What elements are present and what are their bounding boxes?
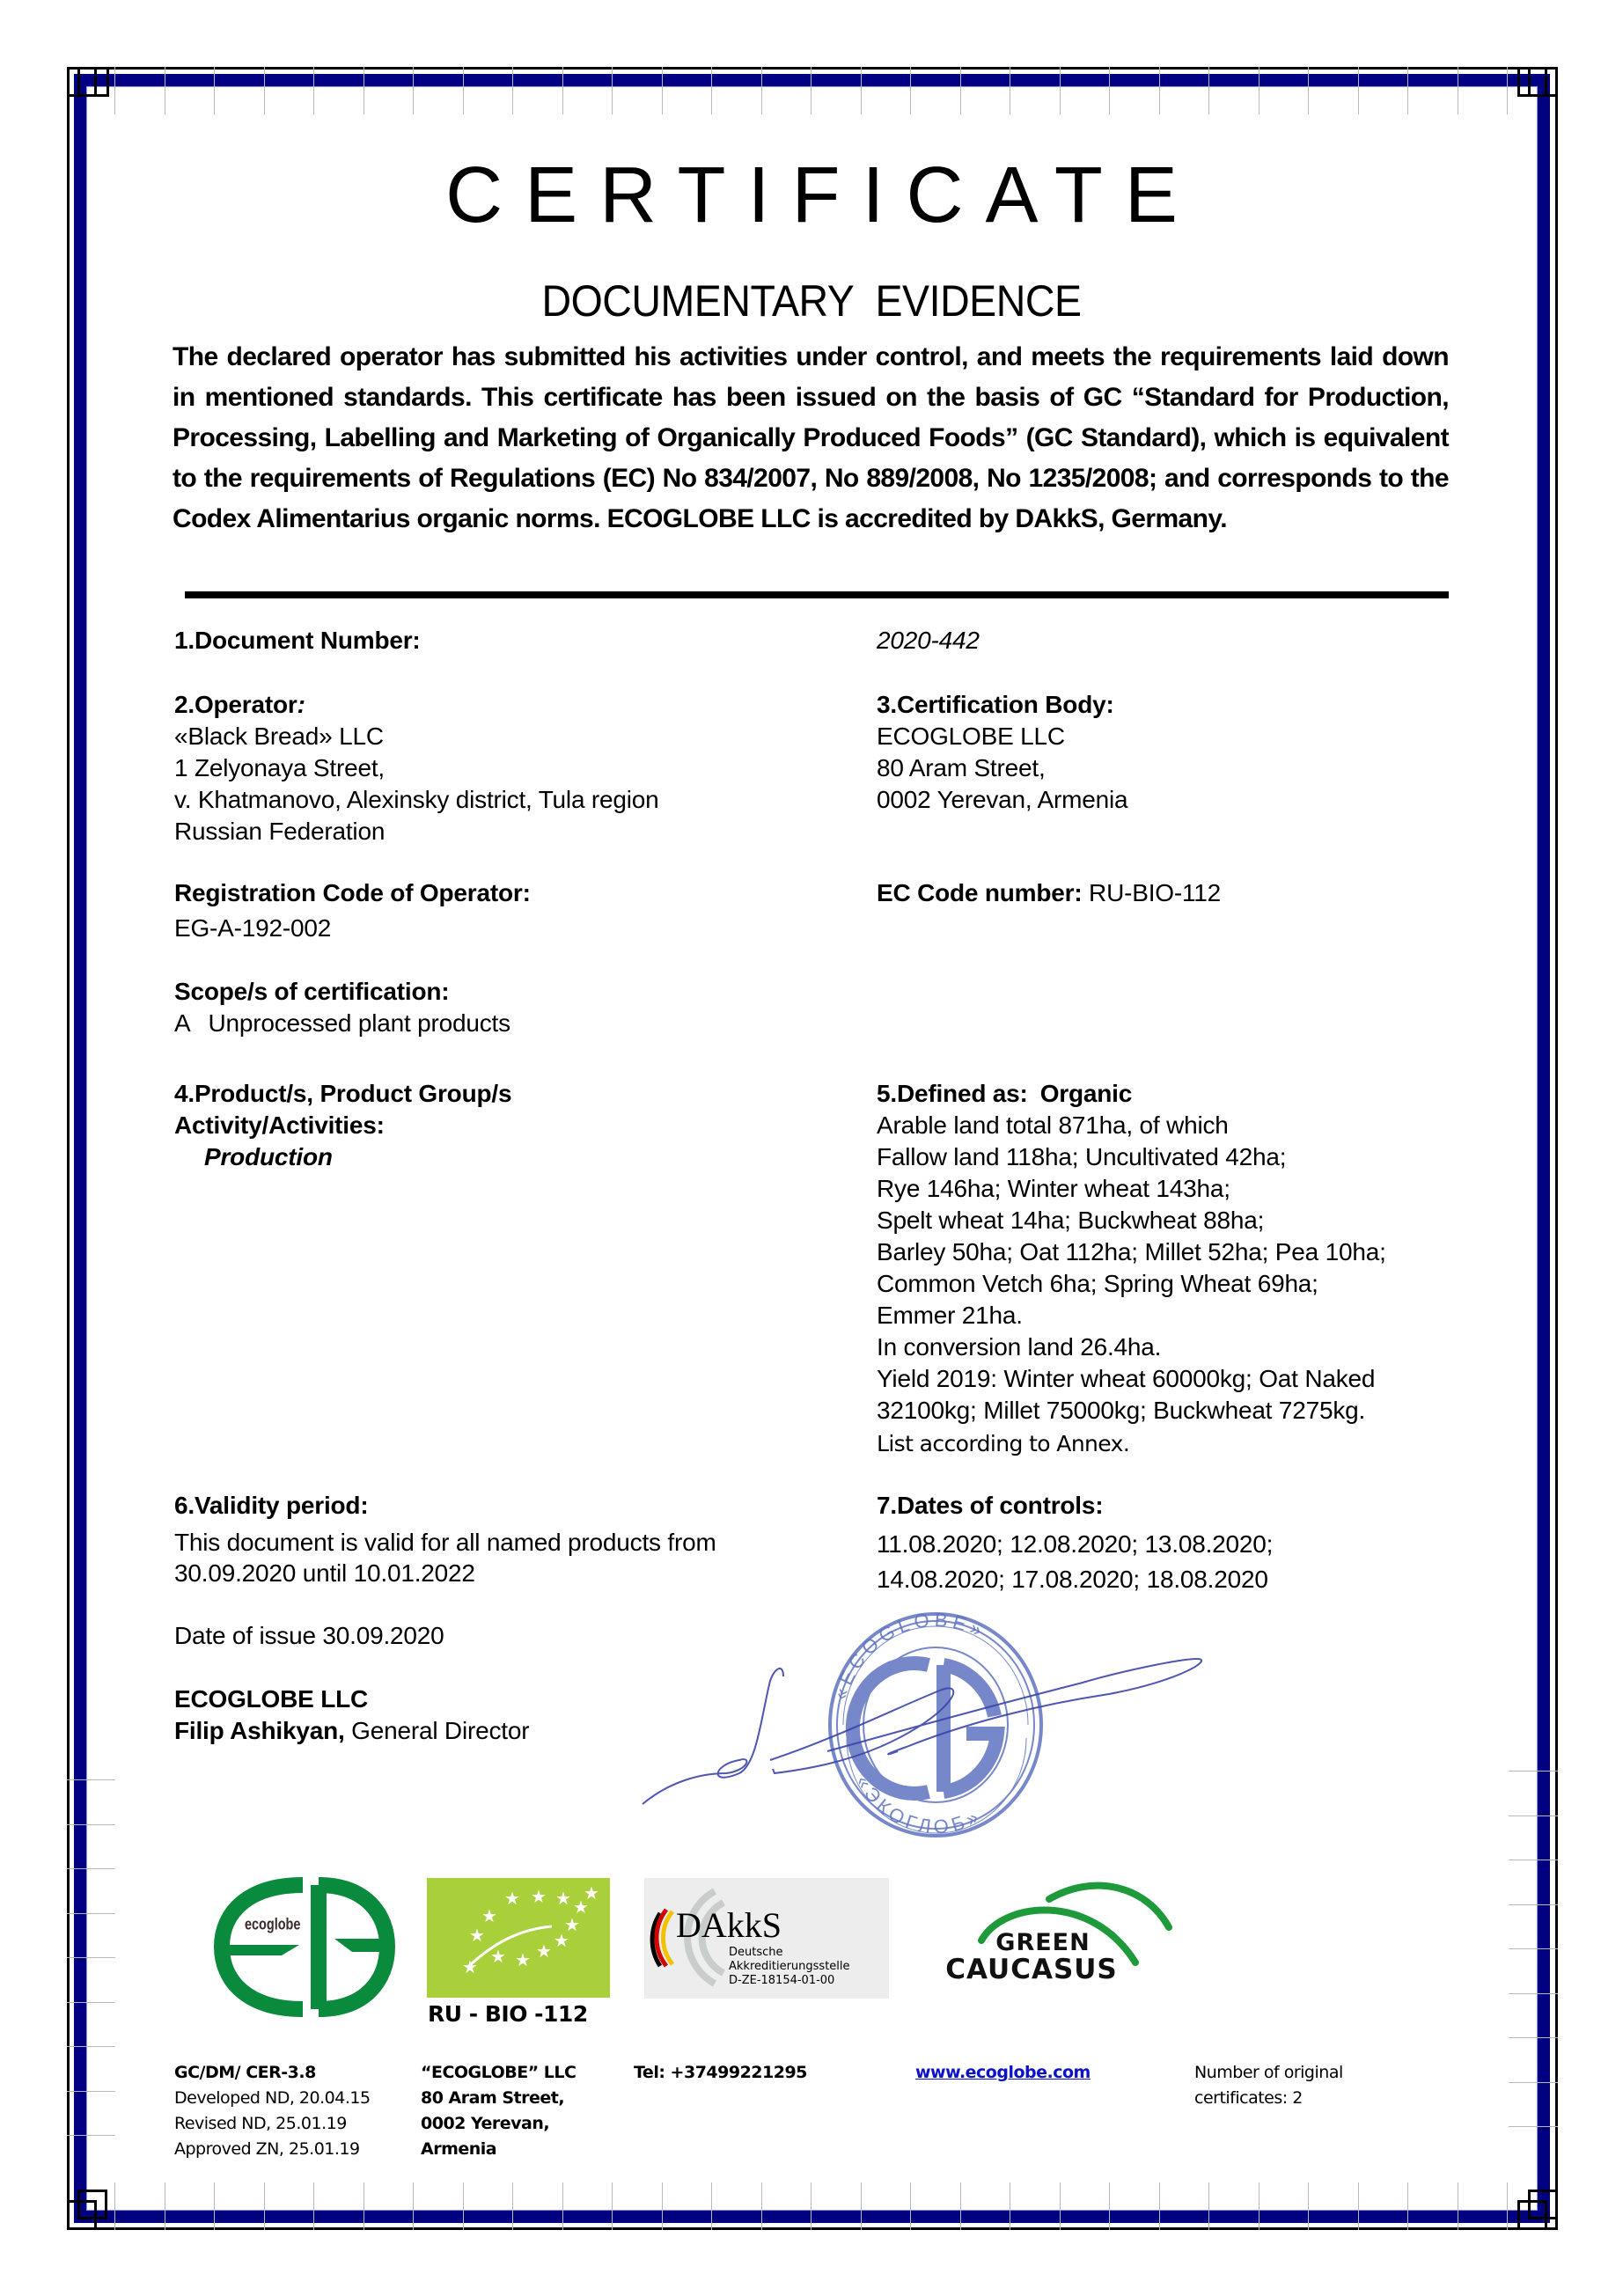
border-tick <box>711 67 712 114</box>
certificate-subtitle <box>57 275 1567 327</box>
svg-text:★: ★ <box>481 1905 497 1926</box>
ecoglobe-logo <box>211 1874 398 2020</box>
border-tick <box>67 1913 115 1914</box>
svg-text:★: ★ <box>536 1940 552 1962</box>
border-tick <box>612 67 613 114</box>
land-line: Rye 146ha; Winter wheat 143ha; <box>877 1175 1230 1202</box>
yield-line: 32100kg; Millet 75000kg; Buckwheat 7275kg. <box>877 1397 1366 1424</box>
border-tick <box>811 2182 812 2230</box>
document-number-label: 1.Document Number: <box>174 627 421 654</box>
scope-value: Unprocessed plant products <box>208 1009 510 1037</box>
land-line: Barley 50ha; Oat 112ha; Millet 52ha; Pea 10ha; <box>877 1238 1386 1265</box>
registration-code-value: EG-A-192-002 <box>174 914 332 942</box>
controls-label: 7.Dates of controls: <box>877 1492 1104 1519</box>
border-tick <box>67 2046 115 2047</box>
defined-as-value: Organic <box>1039 1080 1133 1107</box>
border-tick <box>114 2182 115 2230</box>
border-tick <box>1358 2182 1359 2230</box>
border-tick <box>214 2182 215 2230</box>
border-tick <box>67 1957 115 1958</box>
operator-name: «Black Bread» LLC <box>174 723 384 750</box>
border-tick <box>1509 2037 1558 2038</box>
land-line: Fallow land 118ha; Uncultivated 42ha; <box>877 1143 1287 1170</box>
border-tick <box>1308 2182 1309 2230</box>
border-tick <box>1509 1904 1558 1905</box>
border-tick <box>662 67 663 114</box>
subtitle-word-2: EVIDENCE <box>875 276 1082 326</box>
registration-code-label: Registration Code of Operator: <box>174 879 531 906</box>
operator-label-colon: : <box>297 691 305 718</box>
svg-text:★: ★ <box>573 1896 589 1918</box>
green-caucasus-logo <box>915 1874 1179 2006</box>
svg-text:★: ★ <box>515 1949 531 1970</box>
border-tick <box>264 67 265 114</box>
dakks-logo <box>644 1878 889 1999</box>
land-line: Spelt wheat 14ha; Buckwheat 88ha; <box>877 1207 1265 1234</box>
validity-line2: 30.09.2020 until 10.01.2022 <box>174 1559 475 1587</box>
border-tick <box>67 2002 115 2003</box>
operator-label <box>174 689 305 721</box>
svg-text:★: ★ <box>584 1882 599 1904</box>
stamp-bottom-text: «ЭКОГЛОБ» <box>851 1772 986 1838</box>
footer-website <box>915 2060 1091 2086</box>
border-tick <box>761 2182 762 2230</box>
footer-originals-line1: Number of original <box>1194 2063 1343 2082</box>
eu-organic-code: RU - BIO -112 <box>428 2001 588 2027</box>
eu-organic-logo <box>427 1878 610 1998</box>
border-tick <box>562 2182 563 2230</box>
certificate-title: CERTIFICATE <box>445 151 1200 239</box>
ec-code-label: EC Code number: <box>877 879 1083 906</box>
land-line: Arable land total 871ha, of which <box>877 1111 1229 1139</box>
border-tick <box>1208 67 1209 114</box>
svg-text:★: ★ <box>555 1888 571 1909</box>
stamp-top-text: «ECOGLOBE» <box>828 1608 990 1703</box>
land-line: Emmer 21ha. <box>877 1302 1023 1329</box>
border-tick <box>562 67 563 114</box>
border-tick <box>1159 2182 1160 2230</box>
certification-body-label: 3.Certification Body: <box>877 691 1114 718</box>
header-divider <box>185 591 1449 598</box>
svg-text:★: ★ <box>490 1946 506 1967</box>
eu-leaf-icon <box>427 1878 610 1998</box>
footer-address1: 80 Aram Street, <box>421 2088 565 2108</box>
border-tick <box>264 2182 265 2230</box>
border-tick <box>1507 67 1508 114</box>
dakks-line2: Akkreditierungsstelle <box>729 1960 850 1973</box>
border-tick <box>861 2182 862 2230</box>
svg-text:★: ★ <box>462 1956 478 1977</box>
ec-code-value: RU-BIO-112 <box>1082 879 1222 906</box>
border-tick <box>910 67 911 114</box>
subtitle-word-1: DOCUMENTARY <box>541 276 855 326</box>
border-tick <box>662 2182 663 2230</box>
yield-line: Yield 2019: Winter wheat 60000kg; Oat Naked <box>877 1365 1376 1392</box>
dakks-line3: D-ZE-18154-01-00 <box>729 1974 835 1987</box>
border-tick <box>413 2182 414 2230</box>
svg-text:★: ★ <box>504 1888 520 1909</box>
border-tick <box>1109 2182 1110 2230</box>
border-tick <box>67 2091 115 2092</box>
controls-dates-line2: 14.08.2020; 17.08.2020; 18.08.2020 <box>877 1566 1268 1593</box>
corner-square-tr-2 <box>1528 67 1558 97</box>
border-tick <box>67 2135 115 2136</box>
certification-body-street: 80 Aram Street, <box>877 754 1046 781</box>
border-tick <box>67 1779 115 1780</box>
scope-label: Scope/s of certification: <box>174 978 450 1005</box>
border-tick <box>960 2182 961 2230</box>
signatory-title: General Director <box>344 1717 530 1744</box>
border-tick <box>960 67 961 114</box>
border-tick <box>114 67 115 114</box>
defined-as-label: 5.Defined as: <box>877 1080 1028 1107</box>
defined-as <box>877 1078 1132 1110</box>
border-tick <box>313 67 314 114</box>
corner-square-bl-2 <box>77 2190 107 2219</box>
annex-note: List according to Annex. <box>877 1431 1130 1456</box>
ec-code <box>877 877 1221 909</box>
border-tick <box>1507 2182 1508 2230</box>
border-tick <box>1060 2182 1061 2230</box>
corner-square-tl-2 <box>77 67 109 97</box>
border-tick <box>811 67 812 114</box>
official-stamp-and-signature <box>616 1584 1250 1848</box>
border-tick <box>512 67 513 114</box>
border-tick <box>1509 1948 1558 1949</box>
border-tick <box>413 67 414 114</box>
date-of-issue: Date of issue 30.09.2020 <box>174 1622 444 1649</box>
border-tick <box>1509 1771 1558 1772</box>
dakks-line1: Deutsche <box>729 1946 783 1959</box>
border-tick <box>463 2182 464 2230</box>
operator-street: 1 Zelyonaya Street, <box>174 754 385 781</box>
border-tick <box>313 2182 314 2230</box>
border-tick <box>612 2182 613 2230</box>
border-tick <box>1109 67 1110 114</box>
validity-label: 6.Validity period: <box>174 1492 369 1519</box>
operator-label-text: 2.Operator <box>174 691 297 718</box>
signatory <box>174 1715 529 1747</box>
border-tick <box>67 1824 115 1825</box>
border-tick <box>761 67 762 114</box>
footer-originals-line2: certificates: 2 <box>1194 2088 1303 2108</box>
border-tick <box>711 2182 712 2230</box>
svg-text:★: ★ <box>554 1930 569 1951</box>
border-tick <box>1060 67 1061 114</box>
green-caucasus-line1: GREEN <box>995 1929 1091 1956</box>
scope-code: A <box>174 1009 191 1037</box>
svg-text:★: ★ <box>564 1914 580 1935</box>
controls-dates-line1: 11.08.2020; 12.08.2020; 13.08.2020; <box>877 1530 1274 1558</box>
products-activity-value: Production <box>204 1143 333 1170</box>
issuer-company: ECOGLOBE LLC <box>174 1685 369 1713</box>
document-number-value: 2020-442 <box>877 627 980 654</box>
signature-icon <box>643 1659 1201 1804</box>
footer-developed: Developed ND, 20.04.15 <box>174 2088 371 2108</box>
border-tick <box>1407 2182 1408 2230</box>
border-tick <box>1509 2126 1558 2127</box>
footer-address3: Armenia <box>421 2139 497 2159</box>
certification-body-name: ECOGLOBE LLC <box>877 723 1065 750</box>
footer-approved: Approved ZN, 25.01.19 <box>174 2139 360 2159</box>
scope-entry <box>174 1008 510 1039</box>
border-tick <box>67 1868 115 1869</box>
border-tick <box>1509 2082 1558 2083</box>
products-label-line1: 4.Product/s, Product Group/s <box>174 1080 512 1107</box>
conversion-line: In conversion land 26.4ha. <box>877 1333 1162 1361</box>
border-tick <box>1208 2182 1209 2230</box>
footer-address2: 0002 Yerevan, <box>421 2114 550 2133</box>
footer-revised: Revised ND, 25.01.19 <box>174 2114 347 2133</box>
products-label-line2: Activity/Activities: <box>174 1111 385 1139</box>
intro-paragraph: The declared operator has submitted his activities under control, and meets the requirements laid down in mentioned standards. This certificate has been issued on the basis of GC “Standard for Production, Processing, Labelling and Marketing of Organically Produced Foods” (GC Standard), which is equivalent to the requirements of Regulations (EC) No 834/2007, No 889/2008, No 1235/2008; and corresponds to the Codex Alimentarius organic norms. ECOGLOBE LLC is accredited by DAkkS, Germany. <box>173 342 1449 533</box>
corner-square-br-2 <box>1528 2190 1558 2219</box>
border-tick <box>463 67 464 114</box>
certification-body-city: 0002 Yerevan, Armenia <box>877 786 1128 813</box>
land-line: Common Vetch 6ha; Spring Wheat 69ha; <box>877 1270 1318 1297</box>
border-tick <box>1308 67 1309 114</box>
border-tick <box>214 67 215 114</box>
border-tick <box>1407 67 1408 114</box>
border-tick <box>861 67 862 114</box>
green-caucasus-line2: CAUCASUS <box>945 1954 1118 1985</box>
svg-text:★: ★ <box>469 1925 485 1946</box>
operator-country: Russian Federation <box>174 818 386 845</box>
footer-doc-code: GC/DM/ CER-3.8 <box>174 2063 316 2082</box>
ecoglobe-logo-text: ecoglobe <box>244 1914 301 1934</box>
border-tick <box>512 2182 513 2230</box>
validity-line1: This document is valid for all named products from <box>174 1529 716 1556</box>
operator-locality: v. Khatmanovo, Alexinsky district, Tula region <box>174 786 659 813</box>
border-tick <box>910 2182 911 2230</box>
signatory-name: Filip Ashikyan, <box>174 1717 345 1744</box>
footer-telephone: Tel: +37499221295 <box>634 2063 807 2082</box>
footer-company: “ECOGLOBE” LLC <box>421 2063 576 2082</box>
dakks-name: DAkkS <box>676 1905 782 1945</box>
website-link[interactable]: www.ecoglobe.com <box>915 2063 1091 2082</box>
svg-text:★: ★ <box>531 1886 547 1907</box>
border-tick <box>1358 67 1359 114</box>
border-tick <box>1509 1993 1558 1994</box>
border-tick <box>1159 67 1160 114</box>
